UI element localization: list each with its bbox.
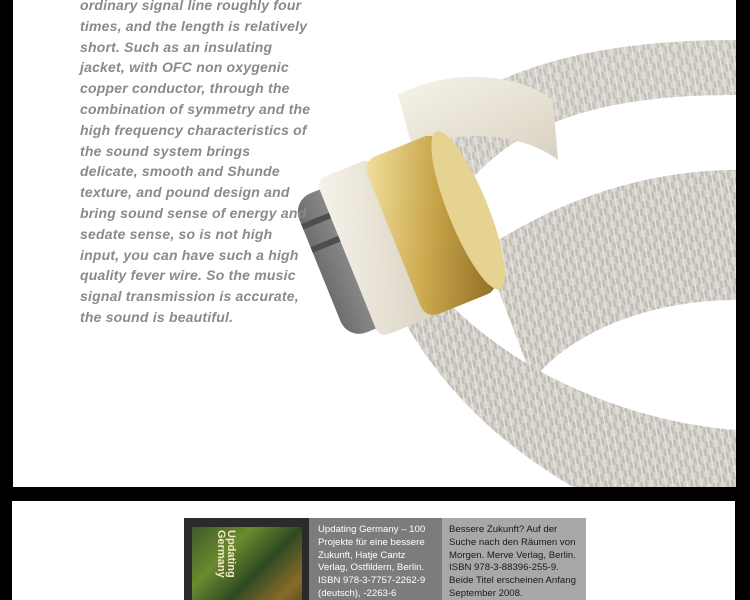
description-line: the sound system brings (80, 142, 251, 159)
description-line: delicate, smooth and Shunde (80, 163, 280, 180)
product-photo-panel (13, 0, 736, 487)
description-line: signal transmission is accurate, (80, 288, 299, 305)
description-line: input, you can have such a high (80, 246, 299, 263)
ad-line: Zukunft, Hatje Cantz (318, 549, 406, 561)
description-line: high frequency characteristics of (80, 121, 307, 138)
description-line: jacket, with OFC non oxygenic (80, 59, 289, 76)
description-line: the sound is beautiful. (80, 308, 234, 325)
ad-line: September 2008. (449, 587, 523, 599)
description-line: short. Such as an insulating (80, 38, 273, 55)
book-ad-panel (12, 501, 735, 600)
cover-title: Updating Germany (215, 530, 237, 578)
ad-line: Projekte für eine bessere (318, 536, 425, 548)
ad-line: Updating Germany – 100 (318, 524, 426, 535)
ad-line: ISBN 978-3-7757-2262-9 (318, 575, 426, 587)
cover-artwork (192, 527, 302, 600)
description-line: times, and the length is relatively (80, 17, 308, 34)
description-line: copper conductor, through the (80, 80, 290, 97)
ad-line: Beide Titel erscheinen Anfang (449, 575, 576, 587)
book-advert (184, 518, 586, 600)
description-line: ordinary signal line roughly four (80, 0, 302, 13)
panel-divider (0, 487, 750, 501)
ad-line: Verlag, Ostfildern, Berlin. (318, 562, 425, 574)
ad-line: Bessere Zukunft? Auf der (449, 524, 558, 535)
description-line: bring sound sense of energy and (80, 204, 307, 221)
book-cover-image (184, 518, 309, 600)
book-info-column-1 (309, 518, 442, 600)
ad-line: (deutsch), -2263-6 (318, 587, 397, 599)
product-description (80, 0, 330, 328)
ad-line: Morgen. Merve Verlag, Berlin. (449, 549, 576, 561)
description-line: sedate sense, so is not high (80, 225, 273, 242)
ad-line: ISBN 978-3-88396-255-9. (449, 562, 559, 574)
book-info-column-2 (442, 518, 586, 600)
description-line: combination of symmetry and the (80, 100, 311, 117)
description-line: texture, and pound design and (80, 184, 290, 201)
description-line: quality fever wire. So the music (80, 267, 296, 284)
ad-line: Suche nach den Räumen von (449, 536, 576, 548)
